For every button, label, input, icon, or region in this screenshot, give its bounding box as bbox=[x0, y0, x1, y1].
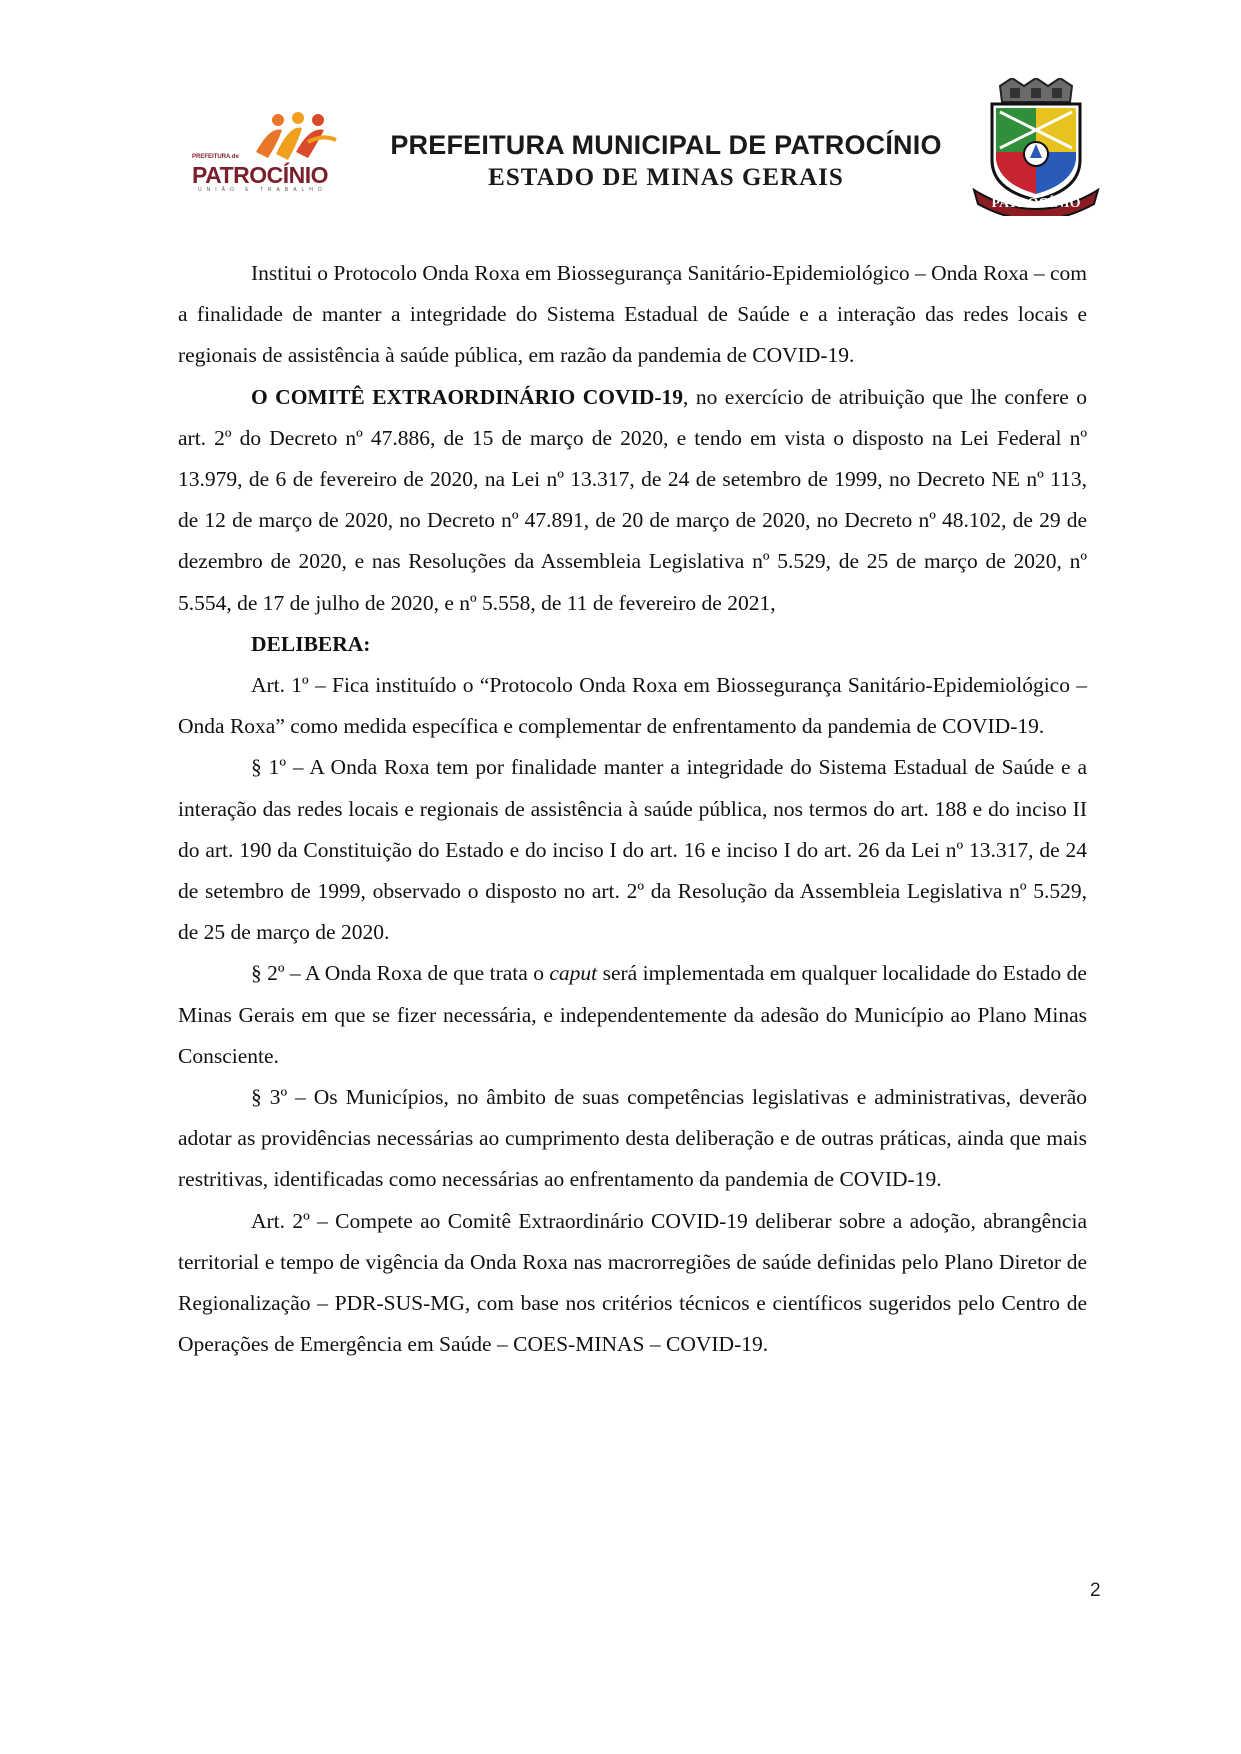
delibera-heading: DELIBERA: bbox=[251, 631, 371, 656]
logo-small-text: PREFEITURA de bbox=[192, 154, 239, 160]
page-number: 2 bbox=[1090, 1580, 1101, 1601]
coat-banner-text: PATROCÍNIO bbox=[991, 196, 1081, 211]
coat-of-arms-icon bbox=[970, 78, 1102, 216]
paragraph-preamble bbox=[178, 377, 1087, 624]
people-logo-icon bbox=[248, 112, 338, 164]
committee-name: O COMITÊ EXTRAORDINÁRIO COVID-19 bbox=[251, 384, 684, 409]
logo-tagline: UNIÃO E TRABALHO bbox=[198, 187, 327, 193]
paragraph-3: § 3º – Os Municípios, no âmbito de suas competências legislativas e administrativas, deverão adotar as providências necessárias ao cumprimento desta deliberação e de outras práticas, ainda que mais restritivas, identificadas como necessárias ao enfrentamento da pandemia de COVID-19. bbox=[178, 1085, 1087, 1192]
patrocinio-logo bbox=[188, 112, 338, 196]
article-1: Art. 1º – Fica instituído o “Protocolo Onda Roxa em Biossegurança Sanitário-Epidemiológico – Onda Roxa” como medida específica e complementar de enfrentamento da pandemia de COVID-19. bbox=[178, 673, 1087, 739]
paragraph-2 bbox=[178, 953, 1087, 1077]
paragraph-2-start: § 2º – A Onda Roxa de que trata o bbox=[251, 961, 550, 986]
header-title: PREFEITURA MUNICIPAL DE PATROCÍNIO bbox=[390, 130, 942, 160]
logo-wordmark: PATROCÍNIO bbox=[192, 162, 328, 188]
document-body bbox=[178, 253, 1087, 1365]
preamble-text: , no exercício de atribuição que lhe confere o art. 2º do Decreto nº 47.886, de 15 de março de 2020, e tendo em vista o disposto na Lei Federal nº 13.979, de 6 de fevereiro de 2020, na Lei nº 13.317, de 24 de setembro de 1999, no Decreto NE nº 113, de 12 de março de 2020, no Decreto nº 47.891, de 20 de março de 2020, no Decreto nº 48.102, de 29 de dezembro de 2020, e nas Resoluções da Assembleia Legislativa nº 5.529, de 25 de março de 2020, nº 5.554, de 17 de julho de 2020, e nº 5.558, de 11 de fevereiro de 2021, bbox=[178, 384, 1087, 615]
header-subtitle: ESTADO DE MINAS GERAIS bbox=[488, 164, 844, 191]
page-header bbox=[0, 0, 1241, 230]
paragraph-1: § 1º – A Onda Roxa tem por finalidade manter a integridade do Sistema Estadual de Saúde e a interação das redes locais e regionais de assistência à saúde pública, nos termos do art. 188 e do inciso II do art. 190 da Constituição do Estado e do inciso I do art. 16 e inciso I do art. 26 da Lei nº 13.317, de 24 de setembro de 1999, observado o disposto no art. 2º da Resolução da Assembleia Legislativa nº 5.529, de 25 de março de 2020. bbox=[178, 755, 1087, 945]
paragraph-ementa: Institui o Protocolo Onda Roxa em Biossegurança Sanitário-Epidemiológico – Onda Roxa – com a finalidade de manter a integridade do Sistema Estadual de Saúde e a interação das redes locais e regionais de assistência à saúde pública, em razão da pandemia de COVID-19. bbox=[178, 261, 1087, 368]
paragraph-2-end: será implementada em qualquer localidade do Estado de Minas Gerais em que se fizer necessária, e independentemente da adesão do Município ao Plano Minas Consciente. bbox=[178, 961, 1087, 1068]
caput-term: caput bbox=[549, 961, 598, 986]
article-2: Art. 2º – Compete ao Comitê Extraordinário COVID-19 deliberar sobre a adoção, abrangência territorial e tempo de vigência da Onda Roxa nas macrorregiões de saúde definidas pelo Plano Diretor de Regionalização – PDR-SUS-MG, com base nos critérios técnicos e científicos sugeridos pelo Centro de Operações de Emergência em Saúde – COES-MINAS – COVID-19. bbox=[178, 1208, 1087, 1357]
